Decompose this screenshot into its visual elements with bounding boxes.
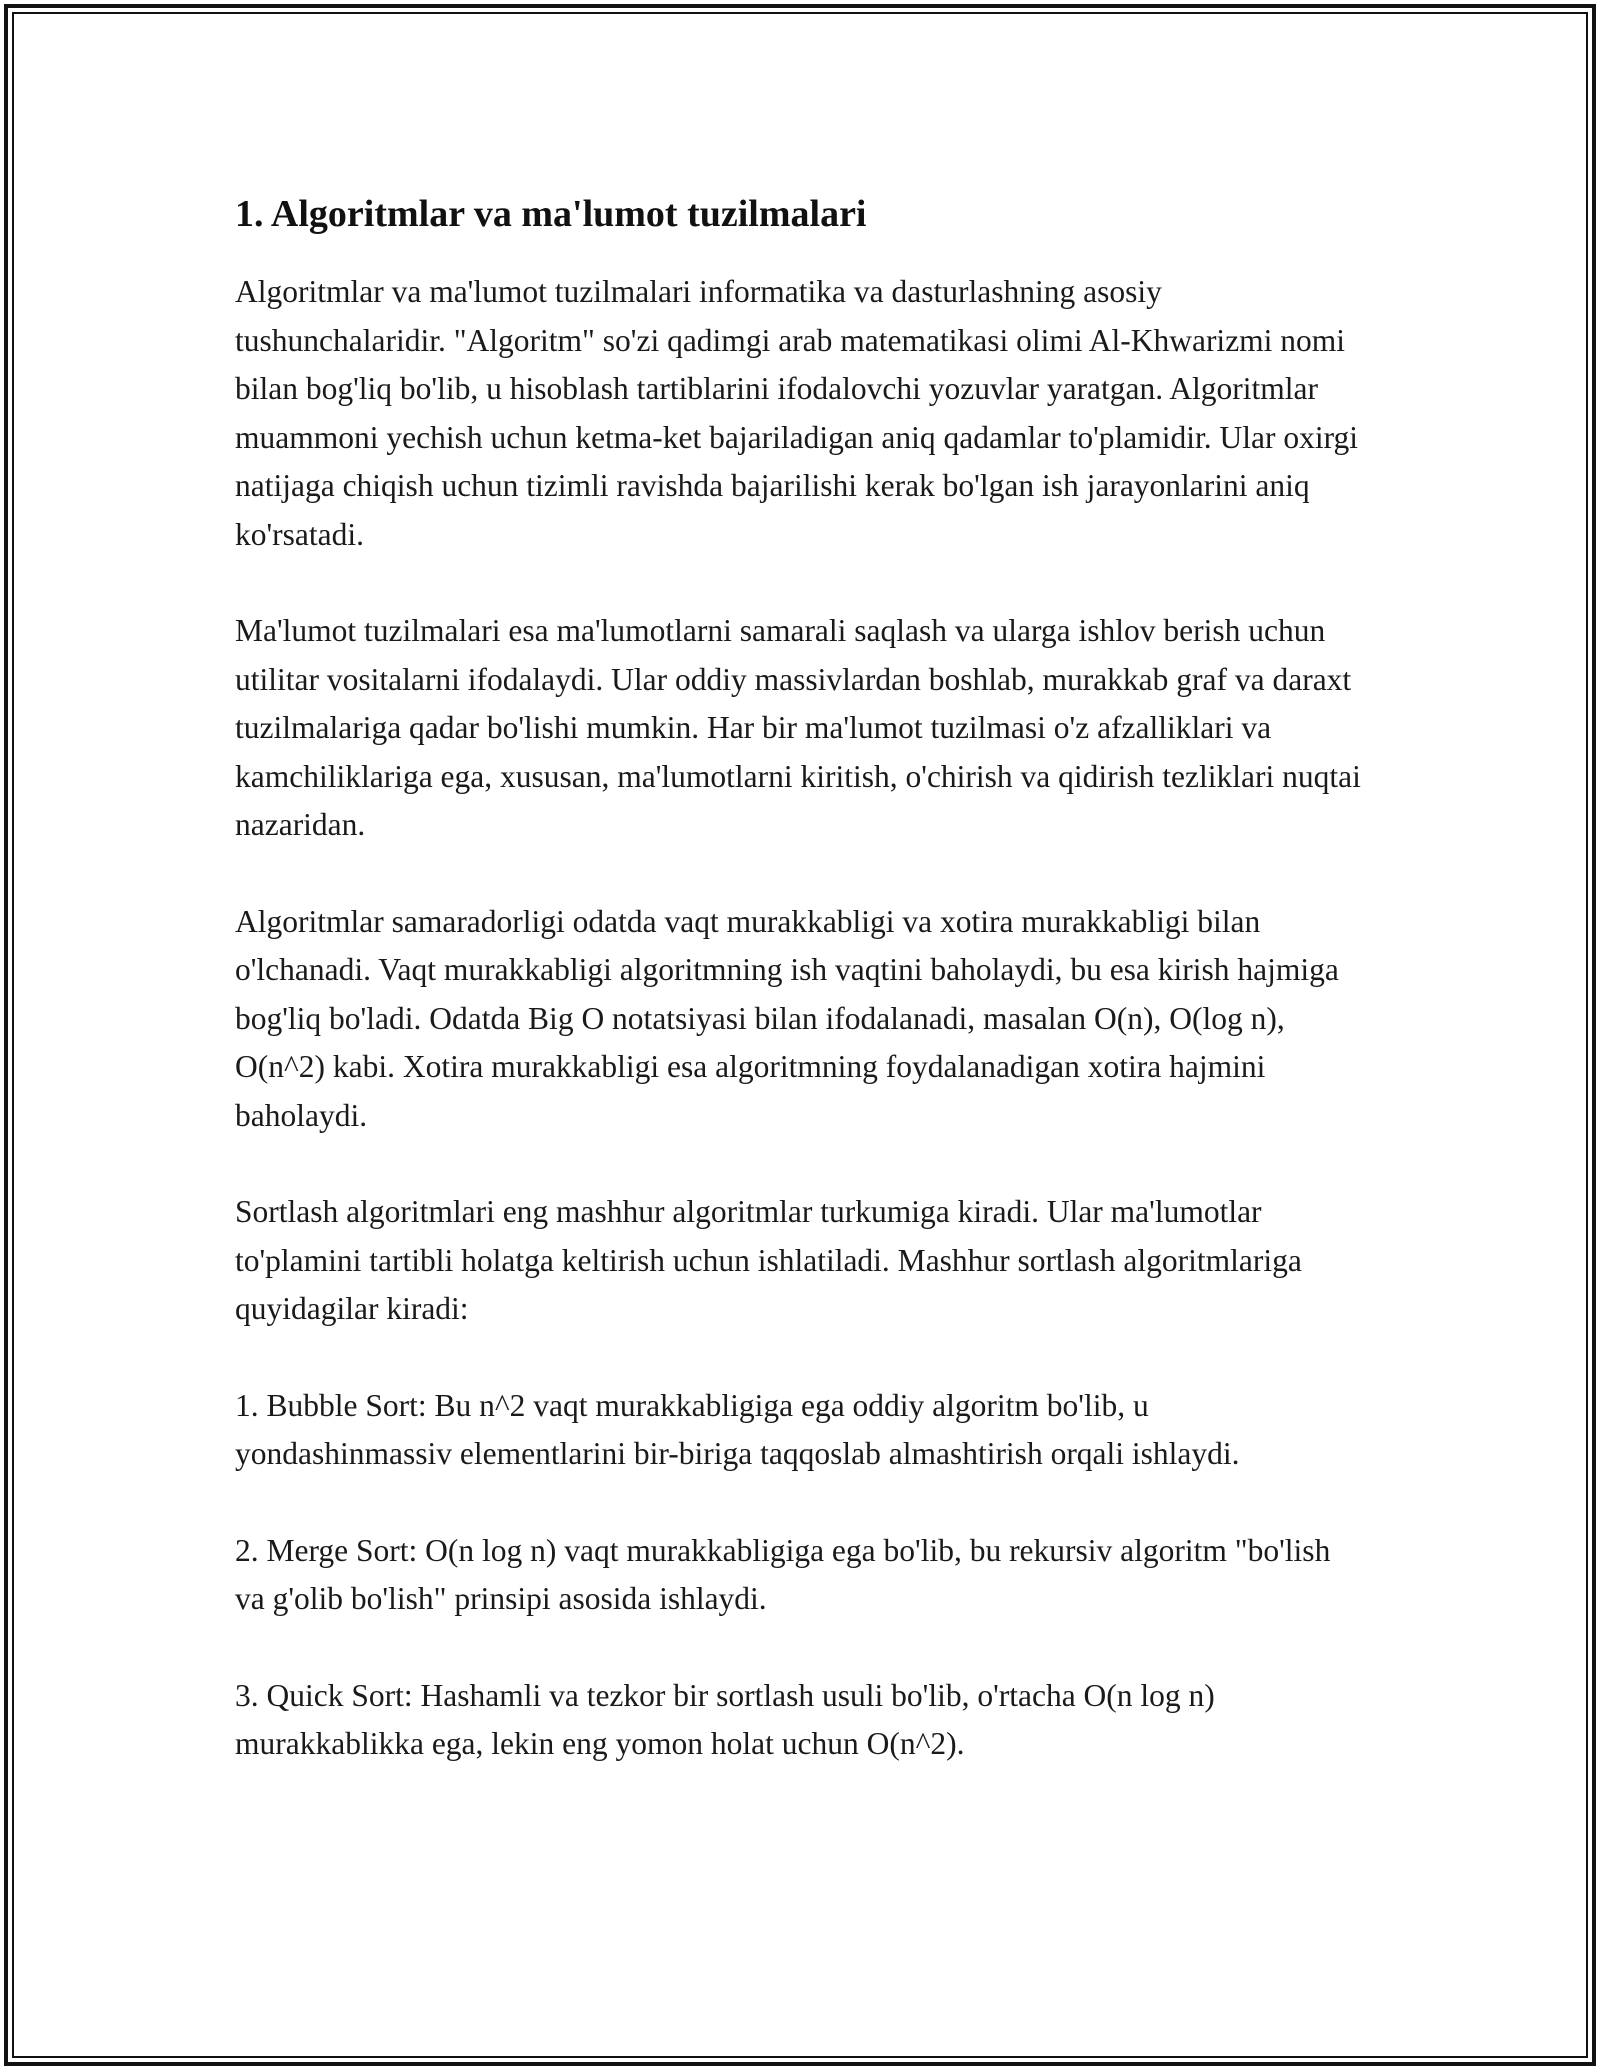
section-heading: 1. Algoritmlar va ma'lumot tuzilmalari [235,193,867,235]
paragraph-intro: Algoritmlar va ma'lumot tuzilmalari informatika va dasturlashning asosiy tushunchalaridir. "Algoritm" so'zi qadimgi arab matematikasi olimi Al-Khwarizmi nomi bilan bog'liq bo'lib, u hisoblash tartiblarini ifodalovchi yozuvlar yaratgan. Algoritmlar muammoni yechish uchun ketma-ket bajariladigan aniq qadamlar to'plamidir. Ular oxirgi natijaga chiqish uchun tizimli ravishda bajarilishi kerak bo'lgan ish jarayonlarini aniq ko'rsatadi. [235,274,1359,552]
list-item-quick-sort: 3. Quick Sort: Hashamli va tezkor bir sortlash usuli bo'lib, o'rtacha O(n log n) murakkablikka ega, lekin eng yomon holat uchun O(n^2). [235,1677,1215,1761]
paragraph-complexity: Algoritmlar samaradorligi odatda vaqt murakkabligi va xotira murakkabligi bilan o'lchanadi. Vaqt murakkabligi algoritmning ish vaqtini baholaydi, bu esa kirish hajmiga bog'liq bo'ladi. Odatda Big O notatsiyasi bilan ifodalanadi, masalan O(n), O(log n), O(n^2) kabi. Xotira murakkabligi esa algoritmning foydalanadigan xotira hajmini baholaydi. [235,903,1339,1133]
list-item-merge-sort: 2. Merge Sort: O(n log n) vaqt murakkabligiga ega bo'lib, bu rekursiv algoritm "bo'lish va g'olib bo'lish" prinsipi asosida ishlaydi. [235,1532,1331,1616]
list-item-bubble-sort: 1. Bubble Sort: Bu n^2 vaqt murakkabligiga ega oddiy algoritm bo'lib, u yondashinmassiv elementlarini bir-biriga taqqoslab almashtirish orqali ishlaydi. [235,1387,1240,1471]
paragraph-data-structures: Ma'lumot tuzilmalari esa ma'lumotlarni samarali saqlash va ularga ishlov berish uchun utilitar vositalarni ifodalaydi. Ular oddiy massivlardan boshlab, murakkab graf va daraxt tuzilmalariga qadar bo'lishi mumkin. Har bir ma'lumot tuzilmasi o'z afzalliklari va kamchiliklariga ega, xususan, ma'lumotlarni kiritish, o'chirish va qidirish tezliklari nuqtai nazaridan. [235,613,1361,842]
document-body [235,186,1365,1817]
paragraph-sorting: Sortlash algoritmlari eng mashhur algoritmlar turkumiga kiradi. Ular ma'lumotlar to'plamini tartibli holatga keltirish uchun ishlatiladi. Mashhur sortlash algoritmlariga quyidagilar kiradi: [235,1194,1302,1326]
